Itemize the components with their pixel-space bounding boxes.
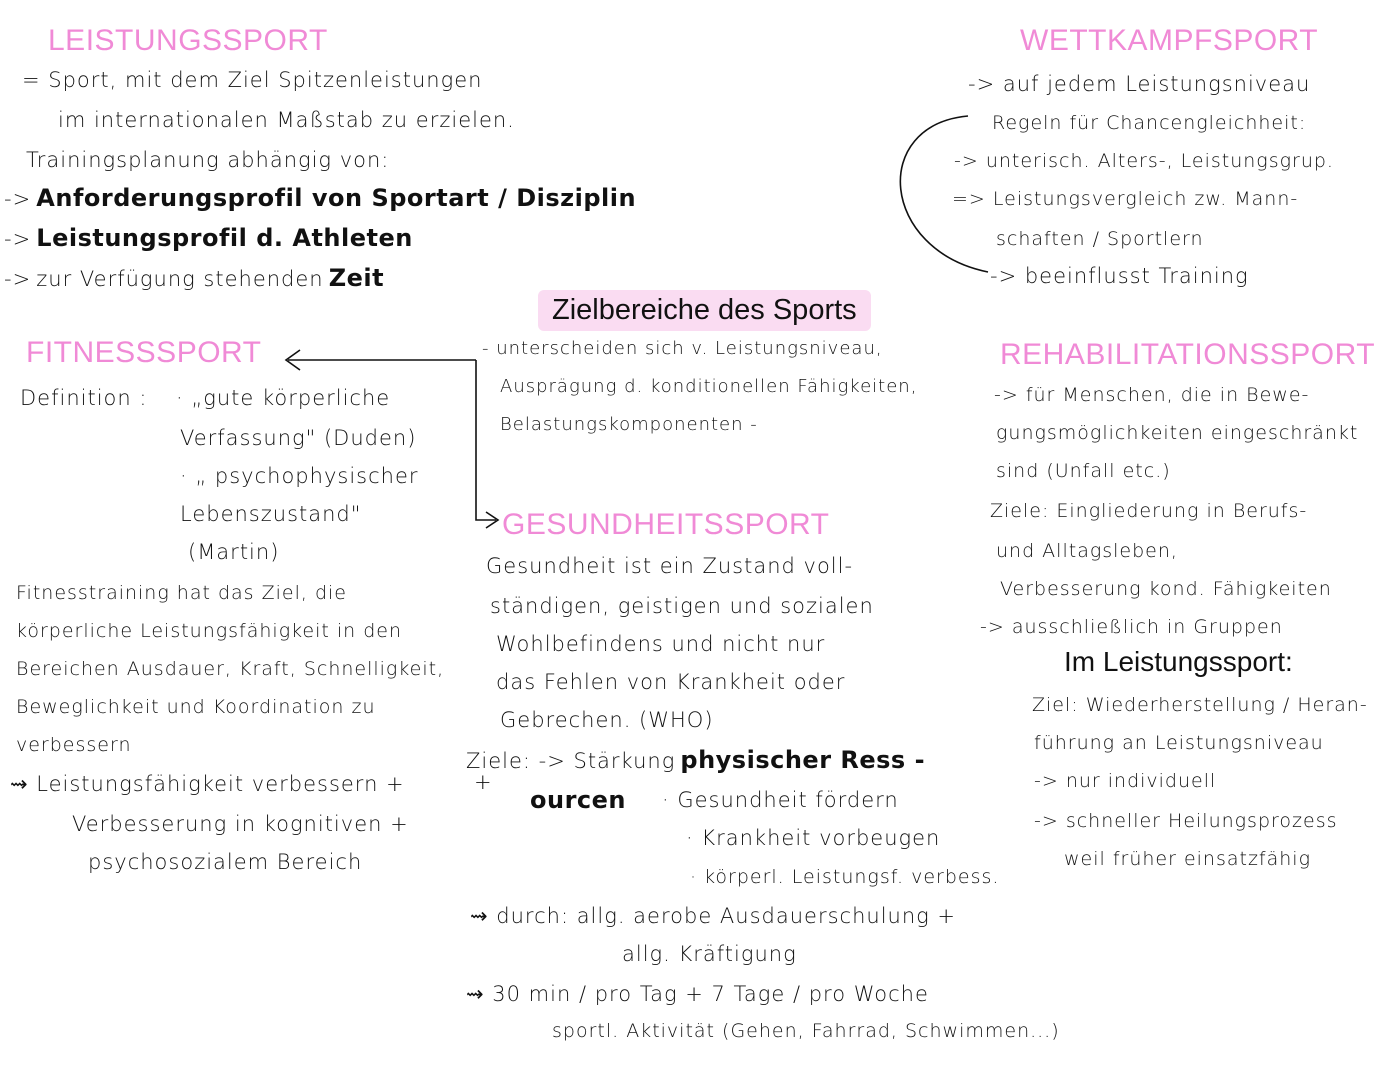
- arrow-to-gesundheitssport: [476, 360, 496, 520]
- fitnesssport-heading: FITNESSSPORT: [26, 336, 262, 369]
- ziele-bold: physischer Ress -: [680, 746, 926, 774]
- rehabilitationssport-heading: REHABILITATIONSSPORT: [1000, 338, 1376, 371]
- leistungssport-heading: LEISTUNGSSPORT: [48, 24, 328, 57]
- fitness-definition-label: Definition :: [20, 386, 148, 410]
- center-line-3: Belastungskomponenten -: [500, 414, 758, 435]
- reha-line-5: und Alltagsleben,: [996, 540, 1178, 562]
- fitness-definition-1: · „gute körperliche: [176, 386, 391, 410]
- last-text: zur Verfügung stehenden: [36, 267, 324, 291]
- center-title: Zielbereiche des Sports: [538, 290, 871, 331]
- center-line-2: Ausprägung d. konditionellen Fähigkeiten,: [500, 376, 918, 397]
- fitness-result-1: ⇝ Leistungsfähigkeit verbessern +: [10, 772, 405, 796]
- ziele-bold-2: ourcen: [530, 786, 626, 814]
- wettkampfsport-heading: WETTKAMPFSPORT: [1020, 24, 1319, 57]
- wettkampf-line-5: schaften / Sportlern: [996, 228, 1204, 250]
- bold-2-text: Leistungsprofil d. Athleten: [36, 224, 413, 252]
- fitness-body-3: Bereichen Ausdauer, Kraft, Schnelligkeit,: [16, 658, 445, 680]
- last-bold: Zeit: [328, 264, 385, 292]
- gesund-line-2: ständigen, geistigen und sozialen: [490, 594, 874, 618]
- fitness-definition-5: (Martin): [188, 540, 280, 564]
- bold-1-text: Anforderungsprofil von Sportart / Disziplin: [36, 184, 637, 212]
- reha-line-7: -> ausschließlich in Gruppen: [980, 616, 1283, 638]
- gesund-ziele: [466, 746, 925, 774]
- reha-line-1: -> für Menschen, die in Bewe-: [994, 384, 1310, 406]
- wettkampf-line-1: -> auf jedem Leistungsniveau: [968, 72, 1311, 96]
- center-line-1: - unterscheiden sich v. Leistungsniveau,: [482, 338, 883, 359]
- wettkampf-line-4: => Leistungsvergleich zw. Mann-: [952, 188, 1299, 210]
- wettkampf-line-3: -> unterisch. Alters-, Leistungsgrup.: [954, 150, 1334, 172]
- gesund-durch-2: allg. Kräftigung: [622, 942, 797, 966]
- fitness-result-3: psychosozialem Bereich: [88, 850, 363, 874]
- gesund-line-1: Gesundheit ist ein Zustand voll-: [486, 554, 854, 578]
- gesund-bullet-2: · Krankheit vorbeugen: [686, 826, 941, 850]
- gesund-bullet-1: · Gesundheit fördern: [662, 788, 899, 812]
- ziele-plus: +: [474, 770, 493, 794]
- fitness-body-5: verbessern: [16, 734, 132, 756]
- wettkampf-line-6: -> beeinflusst Training: [990, 264, 1249, 288]
- reha-sub-heading: Im Leistungssport:: [1064, 646, 1293, 677]
- gesund-line-3: Wohlbefindens und nicht nur: [496, 632, 826, 656]
- last-prefix: ->: [4, 267, 32, 291]
- leistungssport-line-1: = Sport, mit dem Ziel Spitzenleistungen: [22, 68, 483, 92]
- gesund-durch: ⇝ durch: allg. aerobe Ausdauerschulung +: [470, 904, 957, 928]
- reha-sub-1: Ziel: Wiederherstellung / Heran-: [1032, 694, 1368, 716]
- bold-1-prefix: ->: [4, 187, 32, 211]
- gesund-time: ⇝ 30 min / pro Tag + 7 Tage / pro Woche: [466, 982, 929, 1006]
- wettkampf-line-2: Regeln für Chancengleichheit:: [992, 112, 1307, 134]
- reha-line-3: sind (Unfall etc.): [996, 460, 1171, 482]
- gesund-time-2: sportl. Aktivität (Gehen, Fahrrad, Schwimmen...): [552, 1020, 1060, 1042]
- gesund-bullet-3: · körperl. Leistungsf. verbess.: [690, 866, 1000, 888]
- reha-line-4: Ziele: Eingliederung in Berufs-: [990, 500, 1308, 522]
- gesund-line-4: das Fehlen von Krankheit oder: [496, 670, 846, 694]
- reha-sub-4: -> schneller Heilungsprozess: [1034, 810, 1338, 832]
- fitness-definition-2: Verfassung" (Duden): [180, 426, 417, 450]
- bold-2-prefix: ->: [4, 227, 32, 251]
- fitness-result-2: Verbesserung in kognitiven +: [72, 812, 409, 836]
- leistungssport-line-3: Trainingsplanung abhängig von:: [26, 148, 390, 172]
- leistungssport-last: [4, 264, 384, 292]
- leistungssport-bold-2: [4, 224, 413, 252]
- reha-sub-3: -> nur individuell: [1034, 770, 1217, 792]
- fitness-definition-4: Lebenszustand": [180, 502, 362, 526]
- ziele-label: Ziele: -> Stärkung: [466, 749, 676, 773]
- reha-sub-2: führung an Leistungsniveau: [1034, 732, 1324, 754]
- gesundheitssport-heading: GESUNDHEITSSPORT: [502, 508, 830, 541]
- reha-line-2: gungsmöglichkeiten eingeschränkt: [996, 422, 1359, 444]
- fitness-body-4: Beweglichkeit und Koordination zu: [16, 696, 376, 718]
- leistungssport-line-2: im internationalen Maßstab zu erzielen.: [58, 108, 515, 132]
- reha-sub-5: weil früher einsatzfähig: [1064, 848, 1311, 870]
- leistungssport-bold-1: [4, 184, 636, 212]
- reha-line-6: Verbesserung kond. Fähigkeiten: [1000, 578, 1332, 600]
- fitness-body-1: Fitnesstraining hat das Ziel, die: [16, 582, 347, 604]
- fitness-body-2: körperliche Leistungsfähigkeit in den: [16, 620, 403, 642]
- gesund-line-5: Gebrechen. (WHO): [500, 708, 714, 732]
- fitness-definition-3: · „ psychophysischer: [180, 464, 419, 488]
